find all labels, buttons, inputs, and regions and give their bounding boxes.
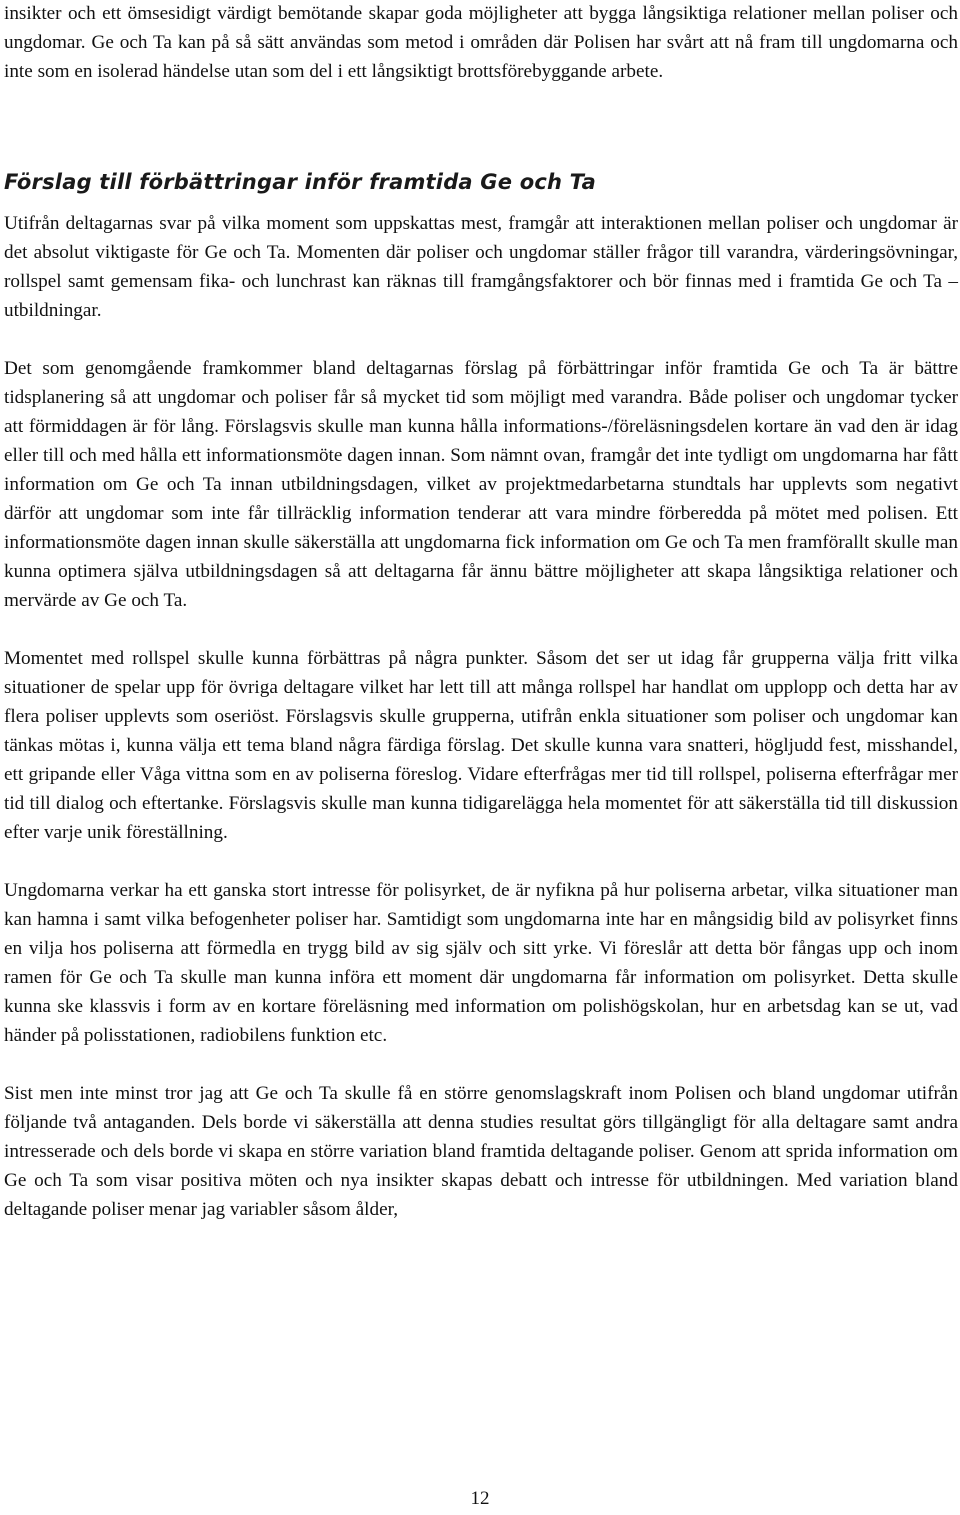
paragraph-police-profession: Ungdomarna verkar ha ett ganska stort intresse för polisyrket, de är nyfikna på hur poliserna arbetar, vilka situationer man kan hamna i samt vilka befogenheter poliser har. Samtidigt som ungdomarna inte har en mångsidig bild av polisyrket finns en vilja hos poliserna att förmedla en trygg bild av sig själv och sitt yrke. Vi föreslår att detta bör fångas upp och inom ramen för Ge och Ta skulle man kunna införa ett moment där ungdomarna får information om polisyrket. Detta skulle kunna ske klassvis i form av en kortare föreläsning med information om polishögskolan, hur en arbetsdag kan se ut, vad händer på polisstationen, radiobilens funktion etc. — [4, 880, 958, 1046]
section-body — [4, 209, 958, 1224]
paragraph-role-play: Momentet med rollspel skulle kunna förbättras på några punkter. Såsom det ser ut idag får grupperna välja fritt vilka situationer de spelar upp för övriga deltagare vilket har lett till att många rollspel har handlat om upplopp och detta har av flera poliser upplevts som oseriöst. Förslagsvis skulle grupperna, utifrån enkla situationer som poliser och ungdomar kan tänkas mötas i, kunna välja ett tema bland några färdiga förslag. Det skulle kunna vara snatteri, högljudd fest, misshandel, ett gripande eller Våga vittna som en av poliserna föreslog. Vidare efterfrågas mer tid till rollspel, poliserna efterfrågar mer tid till dialog och eftertanke. Förslagsvis skulle man kunna tidigarelägga hela momentet för att säkerställa tid till diskussion efter varje unik föreställning. — [4, 648, 958, 843]
section-heading: Förslag till förbättringar inför framtida Ge och Ta — [4, 170, 597, 194]
paragraph-time-planning: Det som genomgående framkommer bland deltagarnas förslag på förbättringar inför framtida Ge och Ta är bättre tidsplanering så att ungdomar och poliser får så mycket tid som möjligt med varandra. Både poliser och ungdomar tycker att förmiddagen är för lång. Förslagsvis skulle man kunna hålla informations-/föreläsningsdelen kortare än vad den är idag eller till och med hålla ett informationsmöte dagen innan. Som nämnt ovan, framgår det inte tydligt om ungdomarna har fått information om Ge och Ta innan utbildningsdagen, vilket av projektmedarbetarna stundtals har upplevts som negativt därför att ungdomar som inte får tillräcklig information tenderar att vara mindre förberedda på mötet med polisen. Ett informationsmöte dagen innan skulle säkerställa att ungdomarna fick information om Ge och Ta men framförallt skulle man kunna optimera själva utbildningsdagen så att deltagarna får ännu bättre möjligheter att skapa långsiktiga relationer och mervärde av Ge och Ta. — [4, 358, 958, 611]
page-number: 12 — [470, 1488, 490, 1509]
intro-paragraph: insikter och ett ömsesidigt värdigt bemötande skapar goda möjligheter att bygga långsiktiga relationer mellan poliser och ungdomar. Ge och Ta kan på så sätt användas som metod i områden där Polisen har svårt att nå fram till ungdomarna och inte som en isolerad händelse utan som del i ett långsiktigt brottsförebyggande arbete. — [4, 3, 958, 82]
paragraph-interaction: Utifrån deltagarnas svar på vilka moment som uppskattas mest, framgår att interaktionen mellan poliser och ungdomar är det absolut viktigaste för Ge och Ta. Momenten där poliser och ungdomar ställer frågor till varandra, värderingsövningar, rollspel samt gemensam fika- och lunchrast kan räknas till framgångsfaktorer och bör finnas med i framtida Ge och Ta – utbildningar. — [4, 213, 958, 321]
paragraph-conclusion: Sist men inte minst tror jag att Ge och Ta skulle få en större genomslagskraft inom Polisen och bland ungdomar utifrån följande två antaganden. Dels borde vi säkerställa att denna studies resultat görs tillgängligt för alla deltagare samt andra intresserade och dels borde vi skapa en större variation bland framtida deltagande poliser. Genom att sprida information om Ge och Ta som visar positiva möten och nya insikter skapas debatt och intresse för utbildningen. Med variation bland deltagande poliser menar jag variabler såsom ålder, — [4, 1083, 958, 1220]
